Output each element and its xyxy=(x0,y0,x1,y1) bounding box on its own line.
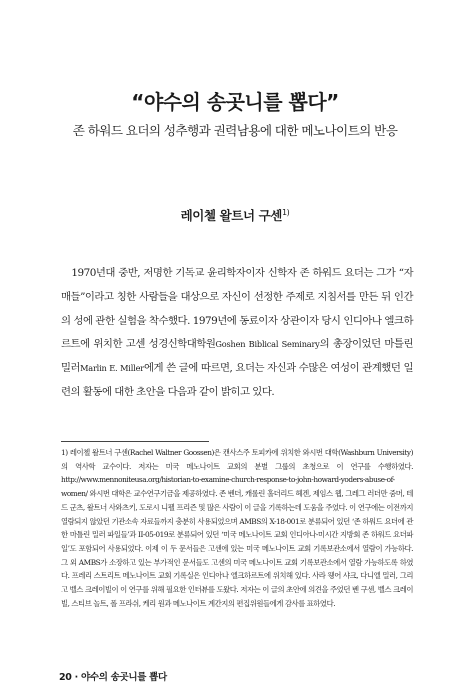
author-footnote-marker: 1) xyxy=(281,207,290,217)
footnote-divider xyxy=(61,441,209,442)
author-byline xyxy=(0,206,470,224)
footnote: 1) 레이첼 왈트너 구센(Rachel Waltner Goossen)은 캔사스주 토피카에 위치한 와시번 대학(Washburn University)의 역사학 교수이다. 저자는 미국 메노나이트 교회의 분별 그룹의 초청으로 이 연구를 수행하였다. http://www.mennoniteusa.org/historian-to-examine-church-response-to-john-howard-yoders-abuse-of-women/ 와시번 대학은 교수연구기금을 제공하였다. 존 벤더, 캐롤린 홀더리드 헤겐, 제임스 웹, 그레그 러더만 줌머, 테드 군츠, 왈트너 사와츠키, 도로시 니펠 프리즌 및 많은 사람이 이 글을 기록하는데 도움을 주었다. 이 연구에는 이전까지 열람되지 않았던 기관소속 자료들까지 충분히 사용되었으며 AMBS의 X-18-001로 분류되어 있던 ‘존 하워드 요더에 관한 마틀린 밀러 파일들’과 II-05-019로 분류되어 있던 ‘미국 메노나이트 교회 인디아나-미시간 지방회 존 하워드 요더파일’도 포함되어 사용되었다. 이제 이 두 문서들은 고센에 있는 미국 메노나이트 교회 기록보관소에서 열람이 가능하다. 그 외 AMBS가 소장하고 있는 부가적인 문서들도 고센의 미국 메노나이트 교회 기록보관소에서 열람 가능하도록 하였다. 프레리 스트리트 메노나이트 교회 기록실은 인디아나 엘크하르트에 위치해 있다. 사라 웽어 샤크, 다니엘 밀러, 그리고 벨스 크레이빌이 이 연구를 위해 필요한 인터뷰를 도왔다. 저자는 이 글의 초안에 의견을 주었던 벤 구센, 벨스 크레이빌, 스티브 놀트, 폴 프라쉬, 케리 원과 메노나이트 계간지의 편집위원들에게 감사를 표하였다. xyxy=(61,448,413,608)
running-title: 야수의 송곳니를 뽑다 xyxy=(80,672,167,683)
article-subtitle: 존 하워드 요더의 성추행과 권력남용에 대한 메노나이트의 반응 xyxy=(72,123,398,138)
page-footer xyxy=(59,669,167,683)
page-number: 20 xyxy=(59,672,72,683)
body-paragraph xyxy=(61,262,413,405)
body-english-school-name: Goshen Biblical Seminary xyxy=(215,339,320,350)
body-text-part-1: 1970년대 중반, 저명한 기독교 윤리학자이자 신학자 존 하워드 요더는 그가 “자매들”이라고 칭한 사람들을 대상으로 자신이 선정한 주제로 지침서를 만든 뒤 인간의 성에 관한 실험을 착수했다. 1979년에 동료이자 상관이자 당시 인디아나 엘크하르트에 위치한 고센 성경신학대학원 xyxy=(61,267,413,351)
footer-separator: · xyxy=(74,672,78,683)
body-text-part-2: 의 총장이었던 마틀린 밀러 xyxy=(61,338,413,375)
article-title: “야수의 송곳니를 뽑다” xyxy=(131,90,339,114)
body-text-part-3: 에게 쓴 글에 따르면, 요더는 자신과 수많은 여성이 관계했던 일련의 활동에 대한 초안을 다음과 같이 밝히고 있다. xyxy=(61,362,413,398)
author-name: 레이첼 왈트너 구센 xyxy=(180,208,282,223)
body-english-person-name: Marlin E. Miller xyxy=(80,363,144,374)
